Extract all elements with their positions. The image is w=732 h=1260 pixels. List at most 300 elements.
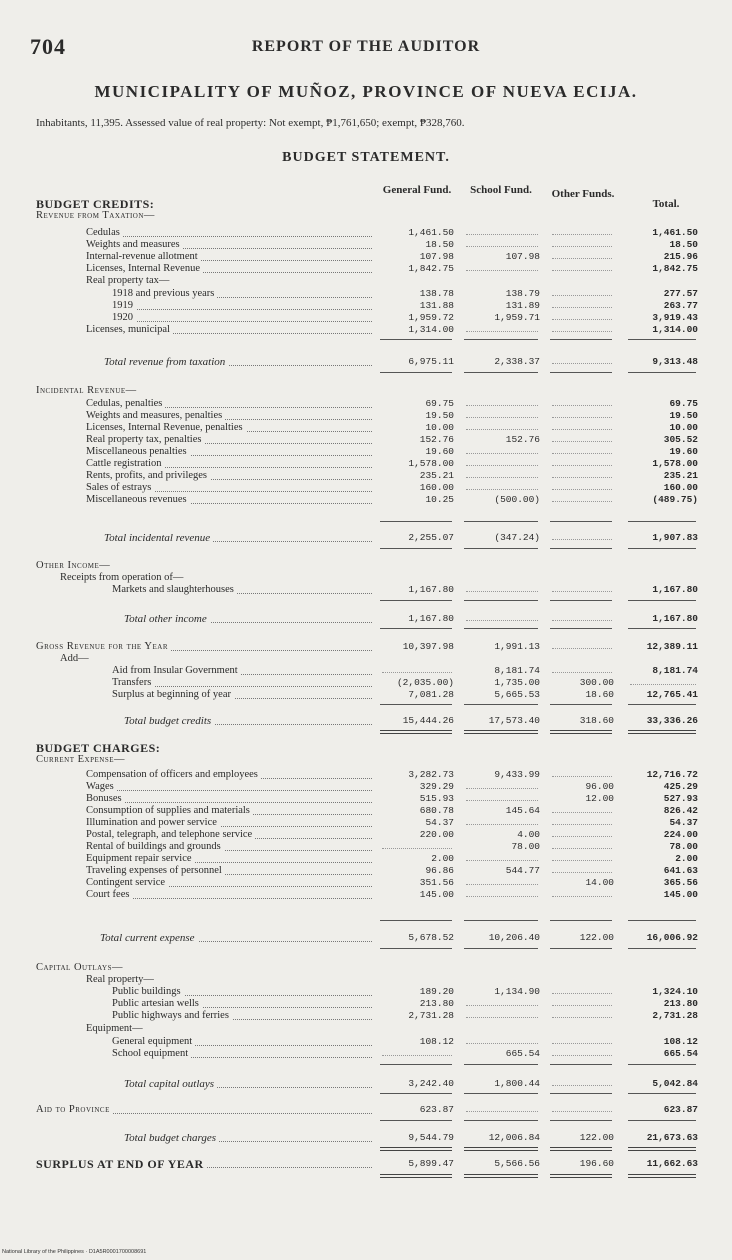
cell-general: 54.37: [425, 817, 454, 828]
statement-row-rp1920: [0, 312, 732, 324]
sum-rule: [550, 948, 612, 949]
cell-total: 33,336.26: [646, 715, 698, 726]
sum-rule: [464, 628, 538, 629]
row-label: Equipment—: [86, 1023, 143, 1034]
statement-title: BUDGET STATEMENT.: [282, 150, 450, 165]
row-label: Total budget charges: [124, 1132, 219, 1144]
cell-general: 18.50: [425, 239, 454, 250]
cell-total: 78.00: [669, 841, 698, 852]
row-label: School equipment: [112, 1048, 191, 1060]
cell-general: 1,842.75: [408, 263, 454, 274]
row-label: Cedulas, penalties: [86, 398, 165, 410]
dot-leader: [122, 686, 372, 687]
statement-row-tot-charges: [0, 1132, 732, 1144]
row-label: Receipts from operation of—: [60, 572, 184, 583]
row-label: Total revenue from taxation: [104, 356, 228, 368]
cell-total: 54.37: [669, 817, 698, 828]
statement-row-ced-pen: [0, 398, 732, 410]
cell-blank: [552, 429, 612, 430]
cell-total: 10.00: [669, 422, 698, 433]
cell-total: 12,765.41: [646, 689, 698, 700]
statement-row-tot-inc: [0, 532, 732, 544]
sum-rule: [464, 1093, 538, 1094]
statement-row-sch-equip: [0, 1048, 732, 1060]
row-label: Consumption of supplies and materials: [86, 805, 253, 817]
cell-general: 189.20: [419, 986, 454, 997]
cell-general: 108.12: [419, 1036, 454, 1047]
row-label: Markets and slaughterhouses: [112, 584, 237, 596]
cell-blank: [552, 824, 612, 825]
cell-total: 826.42: [663, 805, 698, 816]
statement-row-real-prop2: [0, 974, 732, 986]
sum-rule: [550, 1093, 612, 1094]
cell-general: 1,314.00: [408, 324, 454, 335]
cell-school: 544.77: [505, 865, 540, 876]
statement-row-budget-credits: [0, 198, 732, 210]
cell-blank: [466, 489, 538, 490]
cell-blank: [466, 860, 538, 861]
sum-rule: [550, 521, 612, 522]
statement-row-rp1918: [0, 288, 732, 300]
sum-rule: [380, 1064, 452, 1065]
cell-total: 19.50: [669, 410, 698, 421]
cell-general: 10.25: [425, 494, 454, 505]
sum-rule: [550, 1174, 612, 1178]
cell-other: 12.00: [585, 793, 614, 804]
sum-rule: [464, 704, 538, 705]
cell-total: 305.52: [663, 434, 698, 445]
sum-rule: [380, 1120, 452, 1121]
sum-rule: [628, 521, 696, 522]
cell-general: 5,899.47: [408, 1158, 454, 1169]
cell-blank: [382, 672, 452, 673]
sum-rule: [380, 1174, 452, 1178]
cell-blank: [552, 848, 612, 849]
cell-blank: [552, 307, 612, 308]
cell-blank: [466, 824, 538, 825]
statement-row-wm-pen: [0, 410, 732, 422]
cell-total: 1,314.00: [652, 324, 698, 335]
cell-blank: [552, 295, 612, 296]
cell-general: 138.78: [419, 288, 454, 299]
statement-row-rp1919: [0, 300, 732, 312]
cell-total: 277.57: [663, 288, 698, 299]
cell-general: 1,461.50: [408, 227, 454, 238]
cell-other: 122.00: [579, 932, 614, 943]
cell-school: 78.00: [511, 841, 540, 852]
cell-blank: [466, 1111, 538, 1112]
cell-general: 107.98: [419, 251, 454, 262]
cell-blank: [466, 1017, 538, 1018]
cell-total: 8,181.74: [652, 665, 698, 676]
cell-blank: [552, 1055, 612, 1056]
cell-blank: [552, 812, 612, 813]
statement-row-tot-tax: [0, 356, 732, 368]
cell-total: 2,731.28: [652, 1010, 698, 1021]
cell-general: 10,397.98: [402, 641, 454, 652]
cell-general: 6,975.11: [408, 356, 454, 367]
sum-rule: [628, 1174, 696, 1178]
row-label: Add—: [60, 653, 89, 664]
cell-general: 680.78: [419, 805, 454, 816]
sum-rule: [628, 600, 696, 601]
row-label: Sales of estrays: [86, 482, 154, 494]
sum-rule: [464, 1147, 538, 1151]
cell-total: 215.96: [663, 251, 698, 262]
cell-total: 1,907.83: [652, 532, 698, 543]
row-label: Total incidental revenue: [104, 532, 213, 544]
row-label: Traveling expenses of personnel: [86, 865, 225, 877]
row-label: Other Income—: [36, 560, 111, 571]
row-label: BUDGET CHARGES:: [36, 741, 161, 755]
sum-rule: [628, 339, 696, 340]
sum-rule: [464, 1120, 538, 1121]
statement-row-artesian: [0, 998, 732, 1010]
cell-total: 1,324.10: [652, 986, 698, 997]
cell-blank: [552, 648, 612, 649]
cell-blank: [552, 441, 612, 442]
cell-blank: [382, 1055, 452, 1056]
sum-rule: [464, 1064, 538, 1065]
statement-row-lic-muni: [0, 324, 732, 336]
statement-row-add: [0, 653, 732, 665]
cell-blank: [552, 620, 612, 621]
cell-general: 351.56: [419, 877, 454, 888]
row-label: Total budget credits: [124, 715, 214, 727]
cell-blank: [552, 896, 612, 897]
cell-school: (347.24): [494, 532, 540, 543]
row-label: BUDGET CREDITS:: [36, 197, 155, 211]
sum-rule: [628, 730, 696, 734]
cell-total: 235.21: [663, 470, 698, 481]
sum-rule: [628, 1064, 696, 1065]
cell-blank: [466, 453, 538, 454]
row-label: Real property tax—: [86, 275, 170, 286]
sum-rule: [380, 600, 452, 601]
cell-blank: [466, 331, 538, 332]
cell-general: 9,544.79: [408, 1132, 454, 1143]
cell-total: 623.87: [663, 1104, 698, 1115]
cell-school: 1,800.44: [494, 1078, 540, 1089]
statement-row-pub-bldg: [0, 986, 732, 998]
statement-row-surplus-beg: [0, 689, 732, 701]
cell-blank: [552, 1017, 612, 1018]
statement-row-rental: [0, 841, 732, 853]
cell-school: 1,134.90: [494, 986, 540, 997]
cell-general: 69.75: [425, 398, 454, 409]
sum-rule: [628, 548, 696, 549]
cell-total: 3,919.43: [652, 312, 698, 323]
row-label: Bonuses: [86, 793, 125, 805]
cell-blank: [466, 417, 538, 418]
row-label: Public artesian wells: [112, 998, 202, 1010]
running-title: REPORT OF THE AUDITOR: [251, 38, 481, 55]
sum-rule: [464, 948, 538, 949]
row-label: Total capital outlays: [124, 1078, 217, 1090]
cell-total: 160.00: [663, 482, 698, 493]
statement-row-rents: [0, 470, 732, 482]
cell-total: (489.75): [652, 494, 698, 505]
row-label: Cattle registration: [86, 458, 165, 470]
cell-other: 196.60: [579, 1158, 614, 1169]
cell-total: 9,313.48: [652, 356, 698, 367]
row-label: Compensation of officers and employees: [86, 769, 261, 781]
row-label: 1918 and previous years: [112, 288, 217, 300]
cell-blank: [466, 620, 538, 621]
sum-rule: [628, 372, 696, 373]
row-label: 1919: [112, 300, 136, 312]
row-label: Surplus at beginning of year: [112, 689, 234, 701]
cell-school: 5,665.53: [494, 689, 540, 700]
cell-general: 329.29: [419, 781, 454, 792]
statement-row-current: [0, 754, 732, 766]
statement-row-tot-credits: [0, 715, 732, 727]
cell-general: 1,959.72: [408, 312, 454, 323]
statement-row-postal: [0, 829, 732, 841]
cell-total: 365.56: [663, 877, 698, 888]
cell-general: 152.76: [419, 434, 454, 445]
cell-blank: [630, 684, 696, 685]
cell-general: 96.86: [425, 865, 454, 876]
cell-other: 318.60: [579, 715, 614, 726]
sum-rule: [550, 1064, 612, 1065]
row-label: Equipment repair service: [86, 853, 195, 865]
cell-school: 10,206.40: [488, 932, 540, 943]
row-label: Cedulas: [86, 227, 123, 239]
col-header-general: General Fund.: [382, 184, 452, 196]
cell-blank: [552, 363, 612, 364]
cell-general: 3,242.40: [408, 1078, 454, 1089]
dot-leader: [122, 321, 372, 322]
row-label: Licenses, municipal: [86, 324, 173, 336]
cell-total: 5,042.84: [652, 1078, 698, 1089]
cell-school: 665.54: [505, 1048, 540, 1059]
statement-row-bonuses: [0, 793, 732, 805]
cell-total: 108.12: [663, 1036, 698, 1047]
cell-blank: [466, 246, 538, 247]
statement-row-contingent: [0, 877, 732, 889]
statement-row-real-prop: [0, 275, 732, 287]
cell-blank: [466, 234, 538, 235]
cell-blank: [552, 477, 612, 478]
cell-school: 152.76: [505, 434, 540, 445]
row-label: General equipment: [112, 1036, 195, 1048]
cell-total: 11,662.63: [646, 1158, 698, 1169]
statement-row-other-income: [0, 560, 732, 572]
sum-rule: [628, 920, 696, 921]
statement-row-equipment: [0, 1023, 732, 1035]
statement-row-lic-pen: [0, 422, 732, 434]
row-label: Weights and measures, penalties: [86, 410, 225, 422]
statement-row-capital: [0, 962, 732, 974]
sum-rule: [628, 1147, 696, 1151]
cell-general: 145.00: [419, 889, 454, 900]
cell-general: 15,444.26: [402, 715, 454, 726]
cell-blank: [466, 591, 538, 592]
sum-rule: [380, 628, 452, 629]
dot-leader: [96, 898, 372, 899]
cell-school: 107.98: [505, 251, 540, 262]
cell-general: 19.60: [425, 446, 454, 457]
sum-rule: [464, 372, 538, 373]
cell-school: 1,735.00: [494, 677, 540, 688]
statement-row-misc-rev: [0, 494, 732, 506]
cell-general: 623.87: [419, 1104, 454, 1115]
cell-general: 3,282.73: [408, 769, 454, 780]
dot-leader: [122, 309, 372, 310]
row-label: Real property tax, penalties: [86, 434, 204, 446]
statement-row-illum: [0, 817, 732, 829]
cell-school: 1,991.13: [494, 641, 540, 652]
cell-blank: [552, 591, 612, 592]
cell-total: 18.50: [669, 239, 698, 250]
cell-total: 641.63: [663, 865, 698, 876]
row-label: Total current expense: [100, 932, 198, 944]
cell-total: 665.54: [663, 1048, 698, 1059]
statement-row-gen-equip: [0, 1036, 732, 1048]
row-label: Licenses, Internal Revenue: [86, 263, 203, 275]
dot-leader: [96, 790, 372, 791]
cell-general: 2,731.28: [408, 1010, 454, 1021]
row-label: Rents, profits, and privileges: [86, 470, 210, 482]
statement-row-comp: [0, 769, 732, 781]
sum-rule: [380, 548, 452, 549]
cell-general: 10.00: [425, 422, 454, 433]
sum-rule: [380, 339, 452, 340]
row-label: Postal, telegraph, and telephone service: [86, 829, 255, 841]
cell-blank: [466, 884, 538, 885]
sum-rule: [550, 1147, 612, 1151]
cell-other: 96.00: [585, 781, 614, 792]
cell-school: 17,573.40: [488, 715, 540, 726]
cell-school: 5,566.56: [494, 1158, 540, 1169]
cell-general: 2.00: [431, 853, 454, 864]
cell-other: 122.00: [579, 1132, 614, 1143]
row-label: Incidental Revenue—: [36, 385, 137, 396]
dot-leader: [96, 802, 372, 803]
sum-rule: [380, 920, 452, 921]
sum-rule: [380, 1147, 452, 1151]
cell-school: 138.79: [505, 288, 540, 299]
statement-row-tot-current: [0, 932, 732, 944]
footer-credit: National Library of the Philippines · D1A5R0001700008691: [2, 1249, 147, 1255]
sum-rule: [550, 704, 612, 705]
cell-blank: [552, 860, 612, 861]
cell-blank: [552, 258, 612, 259]
cell-blank: [552, 246, 612, 247]
cell-total: 69.75: [669, 398, 698, 409]
cell-blank: [466, 788, 538, 789]
row-label: Miscellaneous penalties: [86, 446, 190, 458]
cell-other: 300.00: [579, 677, 614, 688]
statement-row-misc-pen: [0, 446, 732, 458]
cell-blank: [552, 501, 612, 502]
cell-blank: [466, 477, 538, 478]
sum-rule: [464, 600, 538, 601]
row-label: Real property—: [86, 974, 154, 985]
cell-blank: [552, 1111, 612, 1112]
cell-blank: [466, 800, 538, 801]
cell-blank: [552, 872, 612, 873]
cell-school: 131.89: [505, 300, 540, 311]
row-label: Public buildings: [112, 986, 184, 998]
cell-blank: [552, 417, 612, 418]
sum-rule: [628, 1120, 696, 1121]
cell-school: 12,006.84: [488, 1132, 540, 1143]
cell-total: 263.77: [663, 300, 698, 311]
cell-general: 1,167.80: [408, 613, 454, 624]
inhabitants-line: Inhabitants, 11,395. Assessed value of real property: Not exempt, ₱1,761,650; exempt, ₱328,760.: [36, 117, 465, 129]
cell-blank: [552, 672, 612, 673]
statement-row-ira: [0, 251, 732, 263]
row-label: Current Expense—: [36, 754, 125, 765]
cell-general: 131.88: [419, 300, 454, 311]
row-label: Public highways and ferries: [112, 1010, 232, 1022]
cell-total: 1,167.80: [652, 613, 698, 624]
cell-blank: [552, 331, 612, 332]
cell-school: 9,433.99: [494, 769, 540, 780]
cell-blank: [552, 1085, 612, 1086]
row-label: Total other income: [124, 613, 210, 625]
row-label: Illumination and power service: [86, 817, 220, 829]
cell-blank: [552, 836, 612, 837]
statement-row-weights: [0, 239, 732, 251]
statement-row-transfers: [0, 677, 732, 689]
cell-total: 224.00: [663, 829, 698, 840]
sum-rule: [380, 372, 452, 373]
sum-rule: [464, 339, 538, 340]
cell-blank: [552, 1043, 612, 1044]
cell-total: 2.00: [675, 853, 698, 864]
cell-other: 18.60: [585, 689, 614, 700]
statement-row-tot-other: [0, 613, 732, 625]
cell-general: 5,678.52: [408, 932, 454, 943]
cell-blank: [466, 896, 538, 897]
cell-general: 160.00: [419, 482, 454, 493]
row-label: Licenses, Internal Revenue, penalties: [86, 422, 246, 434]
statement-row-travel: [0, 865, 732, 877]
statement-row-rev-taxation: [0, 210, 732, 222]
statement-row-supplies: [0, 805, 732, 817]
cell-blank: [552, 453, 612, 454]
row-label: Transfers: [112, 677, 154, 689]
statement-row-equip-rep: [0, 853, 732, 865]
cell-total: 12,389.11: [646, 641, 698, 652]
cell-general: 7,081.28: [408, 689, 454, 700]
sum-rule: [380, 948, 452, 949]
cell-blank: [552, 776, 612, 777]
cell-blank: [552, 405, 612, 406]
cell-total: 21,673.63: [646, 1132, 698, 1143]
page-number: 704: [30, 34, 66, 59]
cell-blank: [552, 465, 612, 466]
cell-total: 1,167.80: [652, 584, 698, 595]
col-header-total: Total.: [652, 198, 680, 210]
cell-blank: [382, 848, 452, 849]
cell-general: 235.21: [419, 470, 454, 481]
row-label: Wages: [86, 781, 117, 793]
row-label: SURPLUS AT END OF YEAR: [36, 1158, 207, 1170]
cell-total: 12,716.72: [646, 769, 698, 780]
cell-general: 213.80: [419, 998, 454, 1009]
sum-rule: [464, 521, 538, 522]
cell-school: 4.00: [517, 829, 540, 840]
cell-blank: [466, 1005, 538, 1006]
sum-rule: [628, 628, 696, 629]
cell-general: 19.50: [425, 410, 454, 421]
cell-blank: [552, 270, 612, 271]
cell-school: 8,181.74: [494, 665, 540, 676]
